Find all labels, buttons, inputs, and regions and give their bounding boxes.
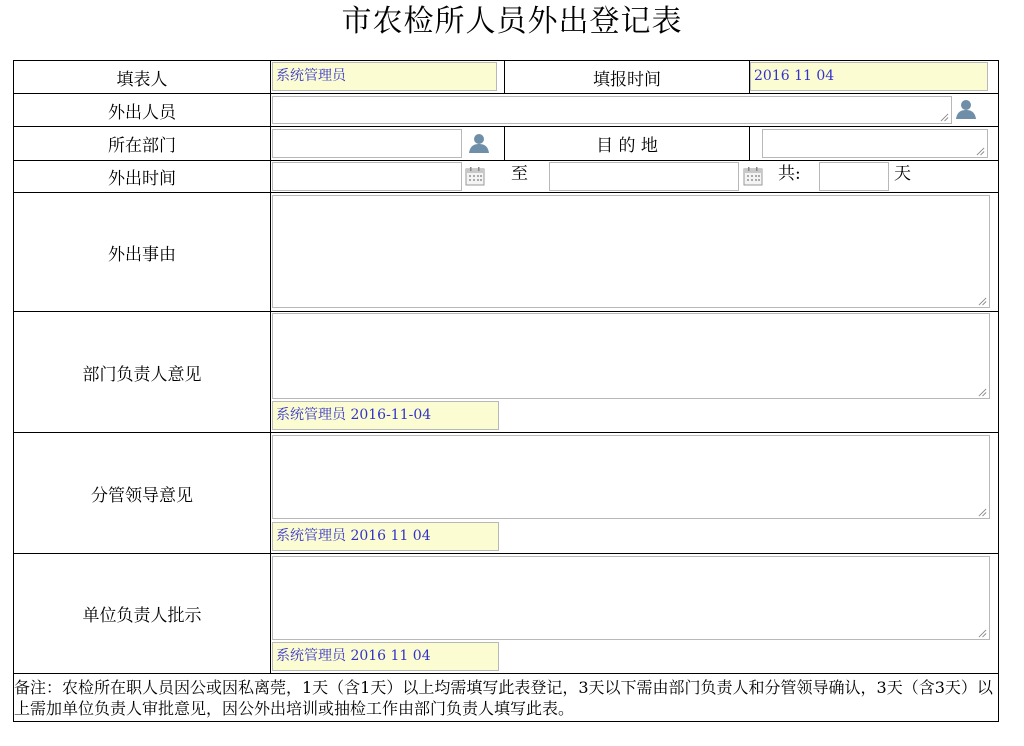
resize-grip-icon[interactable] [976, 147, 985, 156]
unit-head-instruction-label: 单位负责人批示 [14, 554, 271, 674]
end-date-input[interactable] [549, 162, 739, 191]
resize-grip-icon[interactable] [978, 297, 987, 306]
resize-grip-icon[interactable] [978, 629, 987, 638]
reason-textarea[interactable] [272, 195, 990, 308]
department-label: 所在部门 [14, 127, 271, 161]
dept-head-opinion-label: 部门负责人意见 [14, 312, 271, 433]
filler-field: 系统管理员 [272, 62, 497, 91]
to-label: 至 [511, 164, 528, 184]
report-time-field: 2016 11 04 [750, 62, 988, 91]
out-time-label: 外出时间 [14, 161, 271, 193]
dept-head-opinion-textarea[interactable] [272, 313, 990, 399]
unit-head-instruction-textarea[interactable] [272, 556, 990, 640]
resize-grip-icon[interactable] [940, 113, 949, 122]
user-picker-icon[interactable] [468, 132, 490, 154]
destination-label: 目 的 地 [505, 127, 750, 161]
person-input[interactable] [272, 96, 952, 124]
days-input[interactable] [819, 162, 889, 191]
start-date-input[interactable] [272, 162, 462, 191]
page-title: 市农检所人员外出登记表 [341, 4, 683, 39]
report-time-label: 填报时间 [505, 61, 750, 94]
resize-grip-icon[interactable] [978, 388, 987, 397]
department-input[interactable] [272, 129, 462, 158]
reason-label: 外出事由 [14, 193, 271, 312]
outing-registration-form [13, 60, 999, 722]
resize-grip-icon[interactable] [978, 508, 987, 517]
calendar-icon[interactable] [465, 166, 485, 186]
dept-head-signature: 系统管理员 2016-11-04 [272, 401, 499, 430]
leader-opinion-label: 分管领导意见 [14, 433, 271, 554]
person-label: 外出人员 [14, 94, 271, 127]
user-picker-icon[interactable] [955, 98, 977, 120]
filler-label: 填表人 [14, 61, 271, 94]
destination-input[interactable] [762, 129, 988, 158]
calendar-icon[interactable] [743, 166, 763, 186]
leader-opinion-textarea[interactable] [272, 435, 990, 519]
days-unit-label: 天 [894, 164, 911, 184]
leader-signature: 系统管理员 2016 11 04 [272, 522, 499, 551]
remarks-note: 备注：农检所在职人员因公或因私离莞，1天（含1天）以上均需填写此表登记，3天以下需由部门负责人和分管领导确认，3天（含3天）以上需加单位负责人审批意见，因公外出培训或抽检工作由部门负责人填写此表。 [14, 674, 999, 722]
unit-head-signature: 系统管理员 2016 11 04 [272, 642, 499, 671]
total-label: 共: [778, 164, 801, 184]
